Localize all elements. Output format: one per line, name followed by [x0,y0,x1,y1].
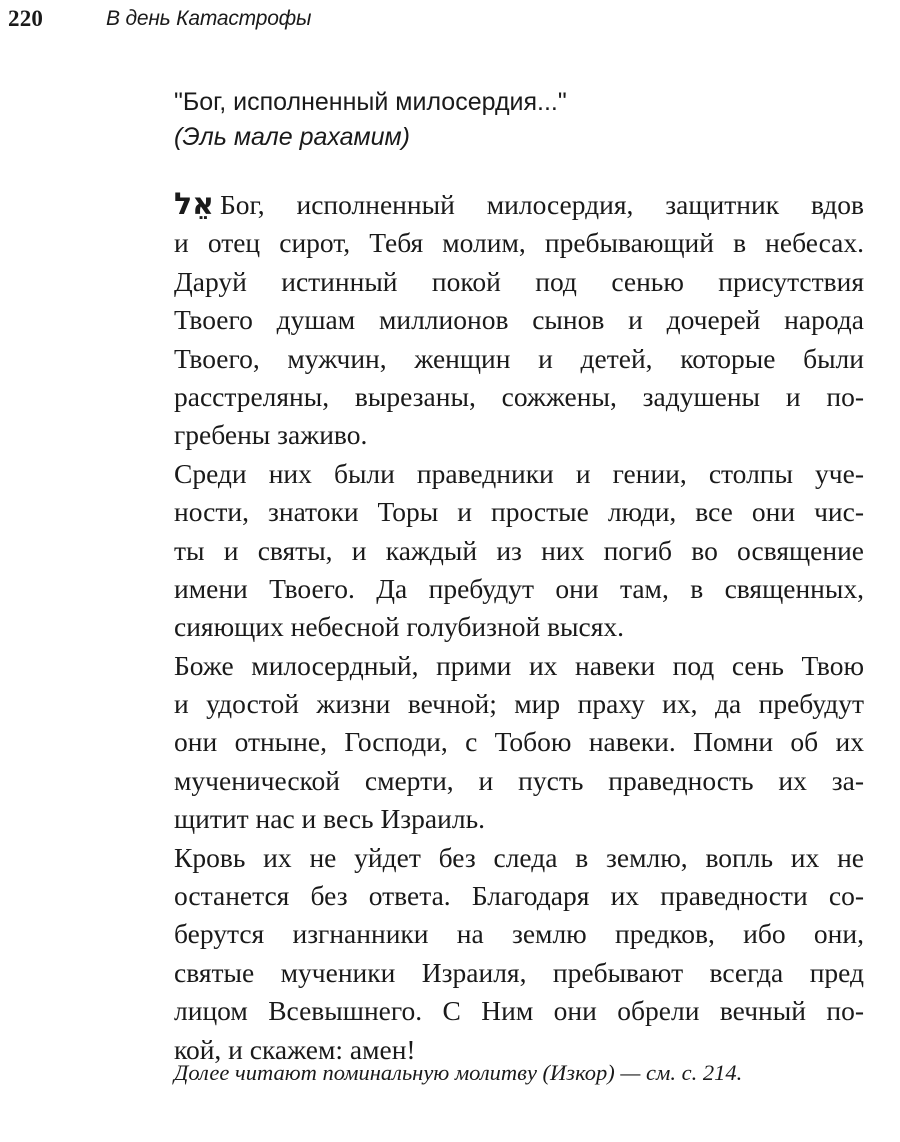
prayer-line: останется без ответа. Благодаря их праведности со- [174,880,864,912]
footnote: Долее читают поминальную молитву (Изкор) — см. с. 214. [174,1060,743,1085]
prayer-line: и удостой жизни вечной; мир праху их, да пребудут [174,688,864,720]
prayer-line: Даруй истинный покой под сенью присутствия [174,265,864,297]
prayer-line: имени Твоего. Да пребудут они там, в священных, [174,572,864,604]
prayer-line: и отец сирот, Тебя молим, пребывающий в небесах. [174,227,864,259]
prayer-line: Кровь их не уйдет без следа в землю, вопль их не [174,841,864,873]
prayer-line: берутся изгнанники на землю предков, ибо они, [174,918,864,950]
prayer-heading [174,85,567,155]
prayer-line: ты и святы, и каждый из них погиб во освящение [174,534,864,566]
prayer-line: ности, знатоки Торы и простые люди, все они чис- [174,496,864,528]
prayer-line: щитит нас и весь Израиль. [174,803,485,835]
prayer-line: Боже милосердный, прими их навеки под сень Твою [174,649,864,681]
prayer-line: Твоего, мужчин, женщин и детей, которые были [174,342,864,374]
prayer-title: "Бог, исполненный милосердия..." [174,88,567,116]
prayer-line: сияющих небесной голубизной высях. [174,611,625,643]
prayer-subtitle: (Эль мале рахамим) [174,123,411,151]
prayer-line: они отныне, Господи, с Тобою навеки. Помни об их [174,726,864,758]
prayer-line: אֵל Бог, исполненный милосердия, защитник вдов [174,187,864,222]
page-number: 220 [8,6,44,31]
running-title: В день Катастрофы [106,7,312,30]
prayer-line: гребены заживо. [174,419,368,451]
hebrew-initial: אֵל [174,187,214,222]
prayer-line: Твоего душам миллионов сынов и дочерей народа [174,304,864,336]
prayer-line: мученической смерти, и пусть праведность их за- [174,764,864,796]
prayer-text [174,186,864,1069]
prayer-line: кой, и скажем: амен! [174,1033,416,1065]
prayer-line: Среди них были праведники и гении, столпы уче- [174,457,864,489]
prayer-line: расстреляны, вырезаны, сожжены, задушены и по- [174,380,864,412]
prayer-line: святые мученики Израиля, пребывают всегда пред [174,956,864,988]
prayer-line: лицом Всевышнего. С Ним они обрели вечный по- [174,995,864,1027]
